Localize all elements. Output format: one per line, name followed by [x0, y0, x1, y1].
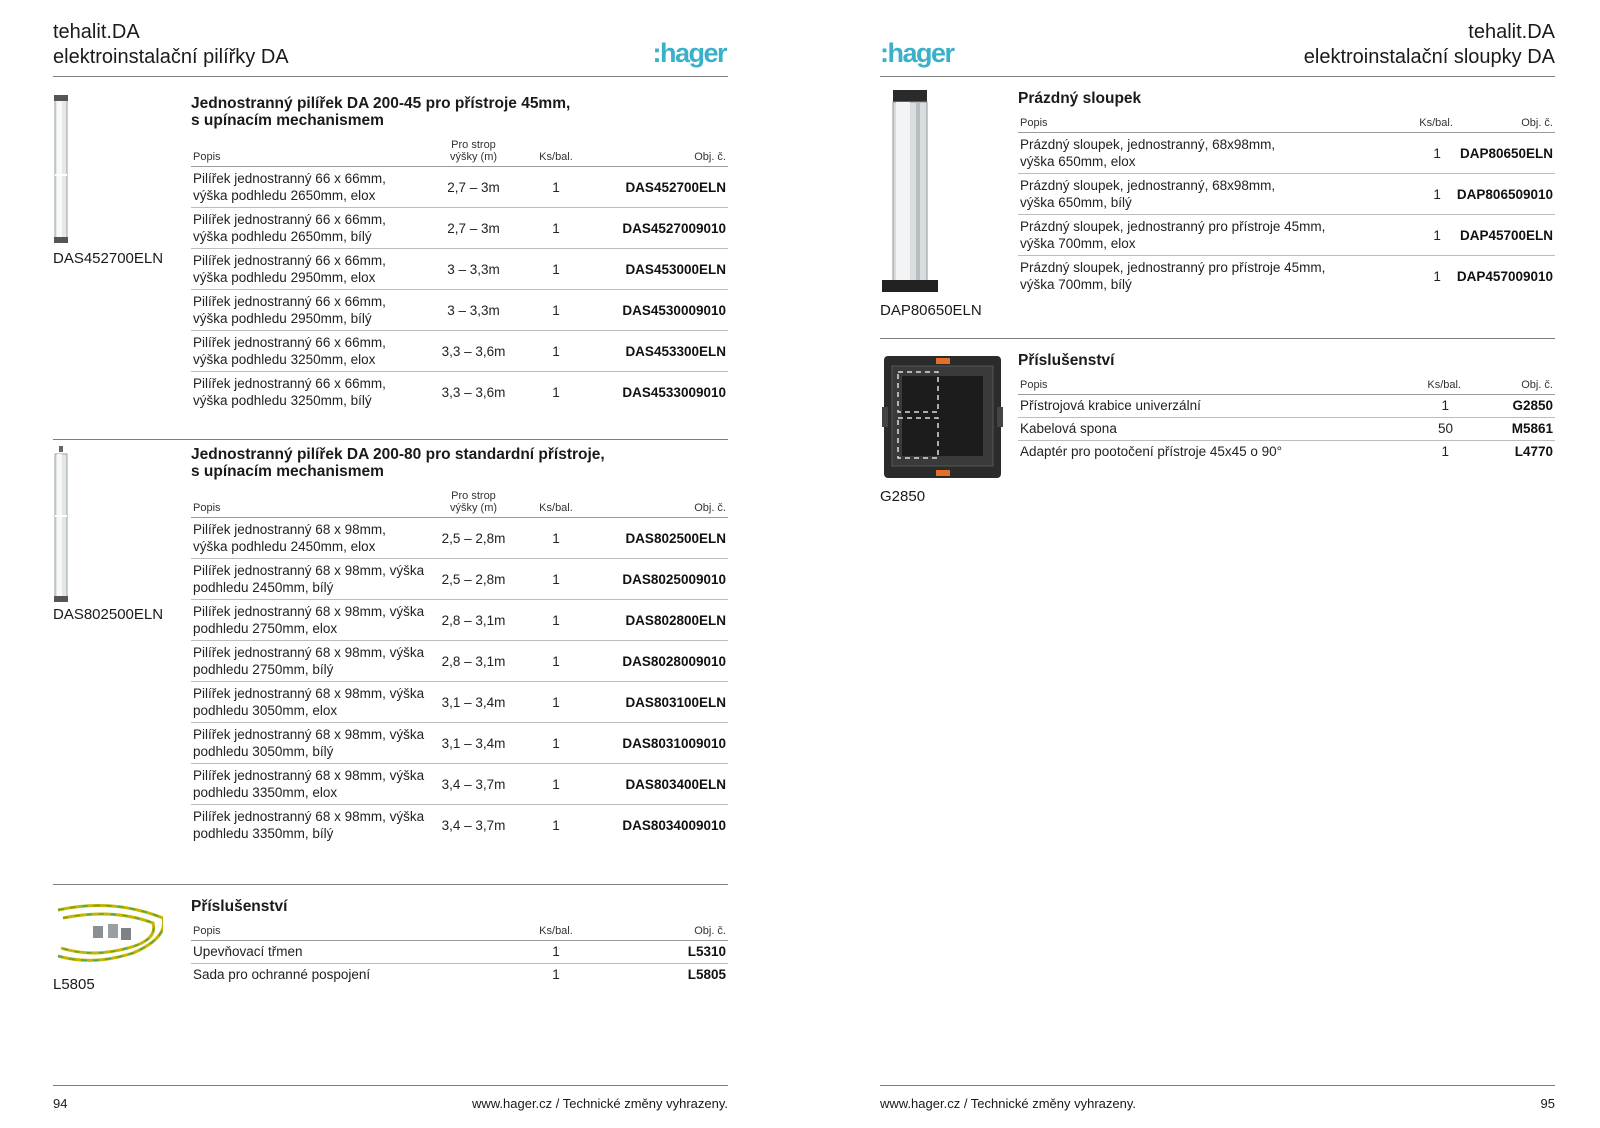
desc-line: Pilířek jednostranný 68 x 98mm, výška: [193, 727, 425, 742]
hager-logo: :hager: [652, 38, 726, 68]
pillar-image: [53, 446, 83, 604]
table-row: [1018, 395, 1555, 418]
column-image: [880, 90, 940, 295]
product-image-block: [53, 446, 188, 623]
row-desc: [191, 208, 436, 249]
row-code: DAP806509010: [1455, 174, 1555, 215]
title-line2: elektroinstalační pilířky DA: [53, 46, 289, 68]
row-desc: [191, 805, 436, 846]
table-row: [191, 249, 728, 290]
col-height-line1: Pro strop: [451, 139, 496, 151]
row-height: 3,4 – 3,7m: [436, 764, 511, 805]
col-height: [436, 137, 511, 167]
desc-line: Pilířek jednostranný 66 x 66mm,: [193, 171, 386, 186]
row-height: 2,5 – 2,8m: [436, 518, 511, 559]
col-desc: Popis: [1018, 115, 1356, 133]
table-row: [1018, 174, 1555, 215]
col-qty: Ks/bal.: [511, 488, 601, 518]
row-height: 2,7 – 3m: [436, 208, 511, 249]
col-desc: Popis: [1018, 377, 1363, 395]
footer-divider: [880, 1085, 1555, 1086]
row-desc: [191, 723, 436, 764]
footer-divider: [53, 1085, 728, 1086]
table-row: [191, 723, 728, 764]
table-row: [191, 764, 728, 805]
table-row: [1018, 441, 1555, 464]
row-code: M5861: [1463, 418, 1555, 441]
table-row: [1018, 133, 1555, 174]
desc-line: výška 700mm, bílý: [1020, 277, 1132, 292]
desc-line: Pilířek jednostranný 66 x 66mm,: [193, 212, 386, 227]
section-da200-45: [53, 95, 728, 425]
image-caption: G2850: [880, 488, 926, 505]
product-image-block: [53, 898, 188, 993]
desc-line: výška podhledu 2650mm, elox: [193, 188, 376, 203]
desc-line: Pilířek jednostranný 66 x 66mm,: [193, 253, 386, 268]
desc-line: výška podhledu 3250mm, elox: [193, 352, 376, 367]
row-desc: Kabelová spona: [1018, 418, 1363, 441]
col-code: Obj. č.: [601, 488, 728, 518]
row-height: 3,3 – 3,6m: [441, 384, 506, 400]
table-row: [191, 682, 728, 723]
row-qty: 1: [511, 600, 601, 641]
desc-line: výška podhledu 2450mm, elox: [193, 539, 376, 554]
row-code: L4770: [1514, 444, 1553, 459]
table-row: [191, 167, 728, 208]
row-desc: [191, 600, 436, 641]
row-code: DAS802800ELN: [601, 600, 728, 641]
row-qty: 1: [511, 941, 601, 964]
title-line1: tehalit.DA: [1468, 21, 1555, 43]
row-height: 2,7 – 3m: [436, 167, 511, 208]
desc-line: výška 650mm, elox: [1020, 154, 1136, 169]
row-code: DAS452700ELN: [601, 167, 728, 208]
desc-line: Pilířek jednostranný 68 x 98mm, výška: [193, 645, 425, 660]
table-header-row: [191, 137, 728, 167]
table-header-row: [1018, 115, 1555, 133]
section-title: [191, 95, 728, 129]
row-qty: 1: [511, 723, 601, 764]
image-caption: DAP80650ELN: [880, 302, 982, 319]
row-code: DAS8028009010: [601, 641, 728, 682]
row-desc: [191, 682, 436, 723]
row-height: 2,5 – 2,8m: [436, 559, 511, 600]
title-line1: tehalit.DA: [53, 21, 140, 43]
row-code: L5310: [601, 941, 728, 964]
row-desc: [191, 331, 436, 372]
desc-line: Prázdný sloupek, jednostranný pro přístroje 45mm,: [1020, 260, 1326, 275]
table-row: [1018, 418, 1555, 441]
row-qty: 1: [511, 682, 601, 723]
row-desc: Sada pro ochranné pospojení: [193, 967, 371, 982]
header-divider: [880, 76, 1555, 77]
table-row: [1018, 256, 1555, 297]
desc-line: výška podhledu 2950mm, elox: [193, 270, 376, 285]
desc-line: Pilířek jednostranný 68 x 98mm, výška: [193, 686, 425, 701]
table-header-row: [191, 923, 728, 941]
col-height-line2: výšky (m): [449, 502, 498, 514]
section-title: Příslušenství: [1018, 352, 1115, 369]
desc-line: Pilířek jednostranný 66 x 66mm,: [193, 335, 386, 350]
desc-line: výška podhledu 2650mm, bílý: [193, 229, 372, 244]
desc-line: Pilířek jednostranný 68 x 98mm, výška: [193, 604, 425, 619]
table-row: [191, 805, 728, 846]
table-row: [191, 941, 728, 964]
row-height: 3 – 3,3m: [436, 249, 511, 290]
row-desc: [1018, 133, 1356, 174]
desc-line: podhledu 2450mm, bílý: [193, 580, 334, 595]
row-code: DAS4533009010: [622, 384, 726, 400]
desc-line: Pilířek jednostranný 68 x 98mm, výška: [193, 768, 425, 783]
row-code: DAS8034009010: [622, 817, 726, 833]
row-desc: [191, 641, 436, 682]
row-qty: 1: [1363, 395, 1463, 418]
row-desc: [191, 559, 436, 600]
row-code: DAS453300ELN: [601, 331, 728, 372]
row-desc: [1018, 256, 1356, 297]
product-image-block: [880, 90, 1015, 319]
table-header-row: [191, 488, 728, 518]
row-desc: [191, 167, 436, 208]
pillar-image: [53, 95, 83, 245]
desc-line: Prázdný sloupek, jednostranný pro přístroje 45mm,: [1020, 219, 1326, 234]
section-accessories: [880, 352, 1555, 512]
product-table: [191, 923, 728, 986]
page-title: [1304, 20, 1555, 70]
row-desc: [191, 290, 436, 331]
product-table: [191, 137, 728, 412]
desc-line: Prázdný sloupek, jednostranný, 68x98mm,: [1020, 137, 1276, 152]
section-title: Prázdný sloupek: [1018, 90, 1142, 107]
col-desc: Popis: [191, 923, 511, 941]
desc-line: podhledu 3350mm, elox: [193, 785, 338, 800]
cable-set-image: [53, 898, 163, 968]
col-height-line2: výšky (m): [449, 151, 498, 163]
table-row: [191, 372, 728, 413]
page-title: [53, 20, 289, 70]
col-qty: Ks/bal.: [511, 137, 601, 167]
row-height: 3,1 – 3,4m: [436, 723, 511, 764]
row-height: 3,4 – 3,7m: [441, 817, 506, 833]
section-content: [191, 446, 728, 845]
col-desc: Popis: [191, 488, 436, 518]
table-header-row: [1018, 377, 1555, 395]
row-height: 2,8 – 3,1m: [436, 600, 511, 641]
product-table: [1018, 377, 1555, 463]
desc-line: výška podhledu 3250mm, bílý: [193, 393, 372, 408]
row-desc: [1018, 174, 1356, 215]
desc-line: Prázdný sloupek, jednostranný, 68x98mm,: [1020, 178, 1276, 193]
row-qty: 1: [511, 518, 601, 559]
row-code: G2850: [1463, 395, 1555, 418]
section-divider: [53, 439, 728, 440]
row-qty: 1: [1356, 133, 1454, 174]
title-line: s upínacím mechanismem: [191, 463, 384, 480]
col-qty: Ks/bal.: [1363, 377, 1463, 395]
row-qty: 1: [511, 249, 601, 290]
row-height: 3,3 – 3,6m: [436, 331, 511, 372]
row-desc: [191, 249, 436, 290]
table-row: [191, 290, 728, 331]
title-line2: elektroinstalační sloupky DA: [1303, 46, 1555, 68]
section-divider: [880, 338, 1555, 339]
row-qty: 1: [511, 764, 601, 805]
row-desc: [191, 518, 436, 559]
footer-text: www.hager.cz / Technické změny vyhrazeny.: [880, 1096, 1137, 1111]
row-code: DAS8031009010: [601, 723, 728, 764]
row-qty: 1: [1441, 444, 1449, 459]
row-code: DAP457009010: [1456, 268, 1553, 284]
desc-line: Pilířek jednostranný 68 x 98mm, výška: [193, 809, 425, 824]
col-code: Obj. č.: [1455, 115, 1555, 133]
row-qty: 1: [1433, 268, 1441, 284]
section-content: [191, 898, 728, 986]
row-code: DAS4530009010: [601, 290, 728, 331]
left-page: [53, 0, 728, 1128]
col-qty: Ks/bal.: [511, 923, 601, 941]
col-height: [436, 488, 511, 518]
row-qty: 1: [511, 641, 601, 682]
row-qty: 1: [511, 208, 601, 249]
desc-line: podhledu 3050mm, bílý: [193, 744, 334, 759]
desc-line: podhledu 3050mm, elox: [193, 703, 338, 718]
product-image-block: [53, 95, 188, 267]
row-qty: 50: [1363, 418, 1463, 441]
desc-line: podhledu 2750mm, bílý: [193, 662, 334, 677]
row-code: DAS803400ELN: [601, 764, 728, 805]
row-qty: 1: [511, 559, 601, 600]
title-line: Jednostranný pilířek DA 200-45 pro přístroje 45mm,: [191, 95, 571, 112]
image-caption: DAS802500ELN: [53, 606, 164, 623]
row-qty: 1: [552, 967, 560, 982]
page-number: 95: [1540, 1096, 1555, 1111]
title-line: s upínacím mechanismem: [191, 112, 384, 129]
row-code: DAP45700ELN: [1455, 215, 1555, 256]
row-code: DAS8025009010: [601, 559, 728, 600]
row-height: 3,1 – 3,4m: [436, 682, 511, 723]
row-height: 3 – 3,3m: [436, 290, 511, 331]
desc-line: Pilířek jednostranný 68 x 98mm,: [193, 522, 386, 537]
table-row: [191, 600, 728, 641]
device-box-image: [880, 352, 1005, 482]
row-qty: 1: [552, 817, 560, 833]
row-code: L5805: [687, 967, 726, 982]
section-da200-80: [53, 446, 728, 866]
row-code: DAP80650ELN: [1455, 133, 1555, 174]
row-desc: [1018, 215, 1356, 256]
desc-line: podhledu 3350mm, bílý: [193, 826, 334, 841]
table-row: [191, 331, 728, 372]
product-table: [1018, 115, 1555, 296]
footer-text: www.hager.cz / Technické změny vyhrazeny.: [471, 1096, 728, 1111]
row-qty: 1: [1356, 174, 1454, 215]
row-desc: Upevňovací třmen: [191, 941, 511, 964]
row-desc: Adaptér pro pootočení přístroje 45x45 o 90°: [1020, 444, 1283, 459]
table-row: [191, 964, 728, 987]
row-height: 2,8 – 3,1m: [436, 641, 511, 682]
row-code: DAS803100ELN: [601, 682, 728, 723]
row-qty: 1: [511, 331, 601, 372]
table-row: [191, 559, 728, 600]
desc-line: Pilířek jednostranný 68 x 98mm, výška: [193, 563, 425, 578]
col-desc: Popis: [191, 137, 436, 167]
hager-logo: :hager: [880, 38, 954, 68]
col-height-line1: Pro strop: [451, 490, 496, 502]
col-code: Obj. č.: [601, 923, 728, 941]
row-desc: [191, 372, 436, 413]
col-code: Obj. č.: [1463, 377, 1555, 395]
desc-line: Pilířek jednostranný 66 x 66mm,: [193, 376, 386, 391]
col-code: Obj. č.: [601, 137, 728, 167]
section-empty-column: [880, 90, 1555, 330]
desc-line: výška 650mm, bílý: [1020, 195, 1132, 210]
row-qty: 1: [511, 167, 601, 208]
table-row: [191, 208, 728, 249]
image-caption: DAS452700ELN: [53, 250, 164, 267]
page-number: 94: [53, 1096, 68, 1111]
table-row: [1018, 215, 1555, 256]
section-content: [1018, 352, 1555, 463]
section-accessories: [53, 898, 728, 998]
desc-line: Pilířek jednostranný 66 x 66mm,: [193, 294, 386, 309]
desc-line: podhledu 2750mm, elox: [193, 621, 338, 636]
row-qty: 1: [552, 384, 560, 400]
title-line: Jednostranný pilířek DA 200-80 pro standardní přístroje,: [191, 446, 605, 463]
table-row: [191, 641, 728, 682]
right-page: [880, 0, 1555, 1128]
row-qty: 1: [1356, 215, 1454, 256]
table-row: [191, 518, 728, 559]
row-qty: 1: [511, 290, 601, 331]
section-content: [1018, 90, 1555, 296]
header-divider: [53, 76, 728, 77]
section-title: Příslušenství: [191, 898, 288, 915]
row-desc: Přístrojová krabice univerzální: [1018, 395, 1363, 418]
col-qty: Ks/bal.: [1356, 115, 1454, 133]
section-content: [191, 95, 728, 412]
desc-line: výška 700mm, elox: [1020, 236, 1136, 251]
row-desc: [191, 764, 436, 805]
image-caption: L5805: [53, 976, 95, 993]
product-table: [191, 488, 728, 845]
section-divider: [53, 884, 728, 885]
product-image-block: [880, 352, 1015, 505]
desc-line: výška podhledu 2950mm, bílý: [193, 311, 372, 326]
row-code: DAS4527009010: [601, 208, 728, 249]
row-code: DAS802500ELN: [601, 518, 728, 559]
section-title: [191, 446, 728, 480]
row-code: DAS453000ELN: [601, 249, 728, 290]
